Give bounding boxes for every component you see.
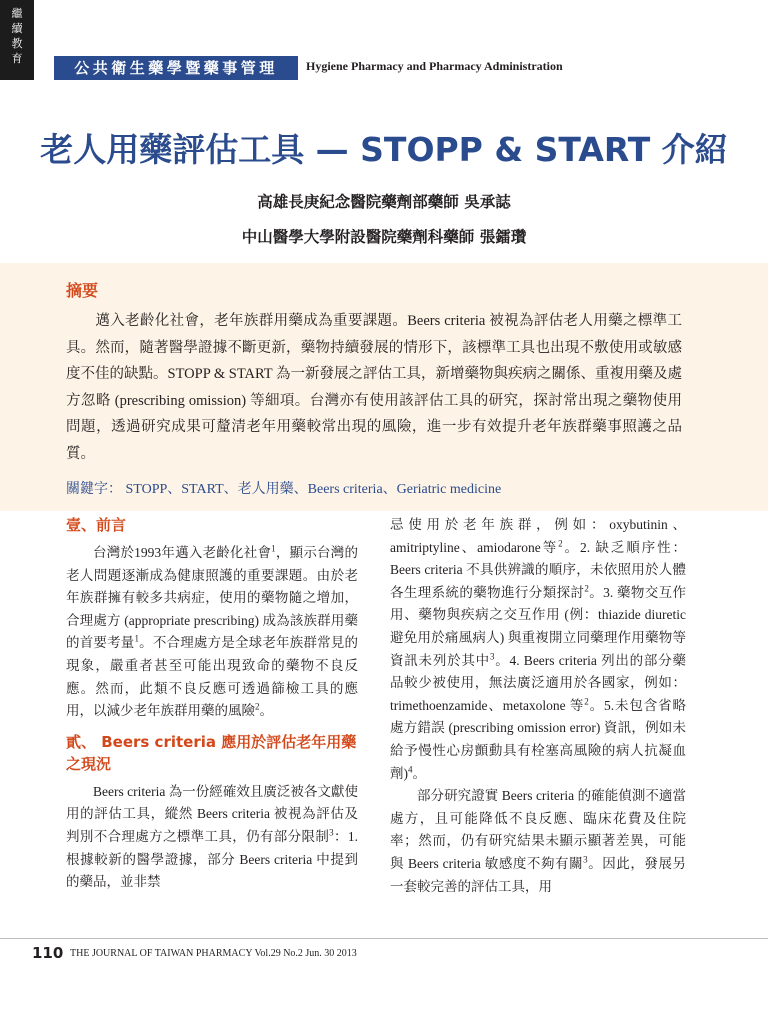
paragraph-text: ，顯示台灣的老人問題逐漸成為健康照護的重要課題。由於老年族群擁有較多共病症，使用的藥物隨之增加，合理處方 (appropriate prescribing) 成為該族群用藥的首要考量: [66, 545, 359, 651]
paragraph-text: 。因此，發展另一套較完善的評估工具，用: [390, 855, 686, 894]
citation: 1: [271, 543, 276, 554]
paragraph-text: Beers criteria 為一份經確效且廣泛被各文獻使用的評估工具，縱然 Beers criteria 被視為評估及判別不合理處方之標準工具，仍有部分限制: [66, 783, 358, 844]
category-english: Hygiene Pharmacy and Pharmacy Administration: [306, 59, 563, 73]
category-banner: 公共衛生藥學暨藥事管理: [54, 56, 298, 80]
paragraph-text: 忌使用於老年族群，例如：oxybutinin、amitriptyline、amiodarone等: [390, 517, 686, 555]
abstract-body: [66, 308, 682, 467]
research-paragraph: [390, 785, 686, 898]
side-tab: [0, 0, 34, 80]
author-line-2: 中山醫學大學附設醫院藥劑科藥師 張鐳瓚: [241, 228, 527, 246]
paragraph-text: 台灣於1993年邁入老齡化社會: [93, 545, 272, 560]
citation: 3: [489, 651, 495, 662]
footer-divider: [0, 938, 768, 939]
citation: 2: [558, 538, 563, 549]
paragraph-text: 。2. 缺乏順序性：Beers criteria 不具供辨識的順序，未依照用於人體各生理系統的藥物進行分類探討: [390, 539, 686, 600]
section-1-heading: 壹、前言: [66, 516, 127, 534]
side-tab-char: 育: [11, 52, 23, 65]
right-column: [390, 514, 686, 898]
citation: 3: [329, 827, 334, 838]
paragraph-text: 。: [412, 765, 426, 781]
left-column: [66, 514, 358, 894]
paragraph-text: 。: [259, 703, 273, 719]
paragraph-text: 。不合理處方是全球老年族群常見的現象，嚴重者甚至可能出現致命的藥物不良反應。然而，此類不良反應可透過篩檢工具的應用，以減少老年族群用藥的風險: [66, 635, 359, 719]
author-line-1: 高雄長庚紀念醫院藥劑部藥師 吳承誌: [257, 193, 511, 211]
paragraph-text: 。4. Beers criteria 列出的部分藥品較少被使用，無法廣泛適用於各國家，例如：trimethoenzamide、metaxolone 等: [390, 652, 686, 713]
side-tab-char: 繼: [11, 7, 23, 20]
citation: 2: [255, 701, 260, 712]
citation: 3: [583, 854, 588, 865]
limitations-paragraph: [390, 514, 686, 785]
paragraph-text: 。3. 藥物交互作用、藥物與疾病之交互作用 (例：thiazide diuretic 避免用於痛風病人) 與重複開立同藥理作用藥物等資訊未列於其中: [390, 584, 687, 668]
section-2-heading: 貳、 Beers criteria 應用於評估老年用藥之現況: [66, 732, 357, 773]
citation: 1: [134, 633, 139, 644]
paragraph-text: ：1. 根據較新的醫學證據，部分 Beers criteria 中提到的藥品，並非禁: [66, 828, 358, 890]
side-tab-text: [0, 6, 34, 66]
citation: 2: [584, 583, 589, 594]
side-tab-char: 續: [11, 22, 23, 35]
abstract-text: 邁入老齡化社會，老年族群用藥成為重要課題。Beers criteria 被視為評估老人用藥之標準工具。然而，隨著醫學證據不斷更新，藥物持續發展的情形下，該標準工具也出現不敷使用或敏感度不佳的缺點。STOPP & START 為一新發展之評估工具，新增藥物與疾病之關係、重複用藥及處方忽略 (prescribing omission) 等細項。台灣亦有使用該評估工具的研究，探討常出現之藥物使用問題，透過研究成果可釐清老年用藥較常出現的風險，進一步有效提升老年族群藥事照護之品質。: [66, 313, 682, 462]
citation: 4: [408, 764, 413, 775]
keywords: 關鍵字： STOPP、START、老人用藥、Beers criteria、Geriatric medicine: [66, 482, 502, 497]
side-tab-char: 教: [11, 37, 23, 50]
citation: 2: [584, 696, 589, 707]
paragraph-text: 。5.未包含省略處方錯誤 (prescribing omission error) 資訊，例如未給予慢性心房顫動具有栓塞高風險的病人抗凝血劑): [390, 697, 686, 781]
abstract-title: 摘要: [66, 281, 99, 300]
article-title: 老人用藥評估工具 — STOPP & START 介紹: [40, 130, 728, 169]
section-2-paragraph: [66, 781, 358, 894]
page-number: 110: [32, 944, 64, 962]
paragraph-text: 部分研究證實 Beers criteria 的確能偵測不適當處方，且可能降低不良反應、臨床花費及住院率；然而，仍有研究結果未顯示顯著差異，可能與 Beers criteria 敏感度不夠有關: [390, 788, 686, 871]
journal-citation: THE JOURNAL OF TAIWAN PHARMACY Vol.29 No.2 Jun. 30 2013: [70, 948, 357, 959]
section-1-paragraph: [66, 542, 358, 723]
